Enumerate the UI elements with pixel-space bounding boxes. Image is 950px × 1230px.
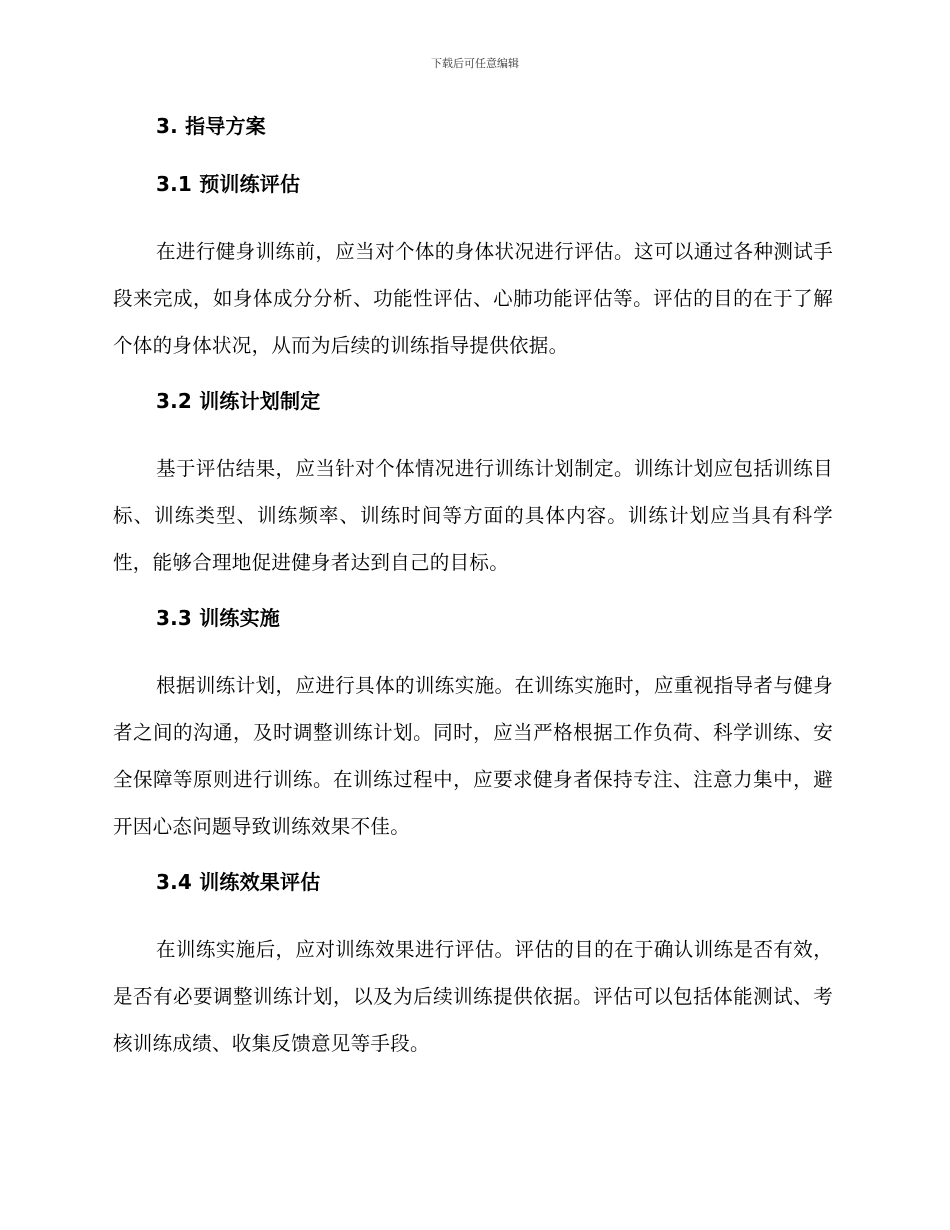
page-header: 下载后可任意编辑 xyxy=(431,57,519,70)
subsection-title-3-2: 3.2 训练计划制定 xyxy=(156,389,321,413)
subsection-title-3-4: 3.4 训练效果评估 xyxy=(156,870,321,894)
subsection-title-3-1: 3.1 预训练评估 xyxy=(156,172,301,196)
paragraph-3-3: 根据训练计划，应进行具体的训练实施。在训练实施时，应重视指导者与健身者之间的沟通，及时调整训练计划。同时，应当严格根据工作负荷、科学训练、安全保障等原则进行训练。在训练过程中，应要求健身者保持专注、注意力集中，避开因心态问题导致训练效果不佳。 xyxy=(113,674,833,838)
section-title: 3. 指导方案 xyxy=(156,114,266,138)
paragraph-3-1: 在进行健身训练前，应当对个体的身体状况进行评估。这可以通过各种测试手段来完成，如身体成分分析、功能性评估、心肺功能评估等。评估的目的在于了解个体的身体状况，从而为后续的训练指导提供依据。 xyxy=(113,240,833,357)
document-body xyxy=(113,112,833,1085)
paragraph-3-4: 在训练实施后，应对训练效果进行评估。评估的目的在于确认训练是否有效，是否有必要调整训练计划，以及为后续训练提供依据。评估可以包括体能测试、考核训练成绩、收集反馈意见等手段。 xyxy=(113,938,833,1055)
subsection-title-3-3: 3.3 训练实施 xyxy=(156,606,280,630)
paragraph-3-2: 基于评估结果，应当针对个体情况进行训练计划制定。训练计划应包括训练目标、训练类型、训练频率、训练时间等方面的具体内容。训练计划应当具有科学性，能够合理地促进健身者达到自己的目标。 xyxy=(113,457,833,574)
